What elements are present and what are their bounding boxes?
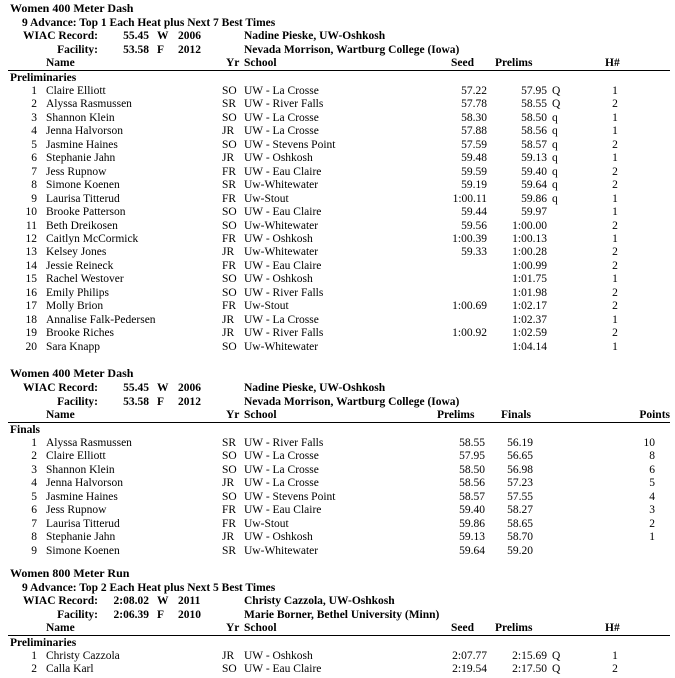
record-holder: Nadine Pieske, UW-Oshkosh	[244, 382, 386, 394]
qualifier-mark: Q	[552, 650, 561, 662]
place: 13	[25, 246, 37, 259]
prelims-time: 1:00.13	[512, 232, 547, 245]
finals-time: 58.70	[507, 531, 533, 544]
place: 15	[25, 273, 37, 286]
prelims-time: 58.57	[521, 138, 547, 151]
heat-number: 1	[612, 192, 618, 205]
qualifier-mark: q	[552, 192, 558, 205]
athlete-year: JR	[222, 313, 235, 326]
athlete-school: UW - River Falls	[244, 327, 324, 340]
place: 2	[31, 98, 37, 111]
athlete-name: Sara Knapp	[46, 340, 100, 353]
record-holder: Christy Cazzola, UW-Oshkosh	[244, 595, 395, 607]
prelims-time: 1:02.37	[512, 313, 547, 326]
athlete-year: FR	[222, 192, 237, 205]
qualifier-mark: q	[552, 165, 558, 178]
athlete-year: SO	[222, 85, 237, 97]
athlete-name: Simone Koenen	[46, 179, 120, 192]
prelims-time: 58.55	[521, 98, 547, 111]
athlete-year: SR	[222, 179, 237, 192]
athlete-year: JR	[222, 152, 235, 165]
athlete-year: SO	[222, 463, 237, 476]
separator-rule	[8, 635, 670, 636]
athlete-school: UW - Stevens Point	[244, 490, 336, 503]
place: 1	[31, 85, 37, 97]
event-title: Women 400 Meter Dash	[10, 366, 134, 380]
athlete-year: SO	[222, 450, 237, 463]
athlete-year: SO	[222, 340, 237, 353]
seed-time: 59.33	[461, 246, 487, 259]
athlete-name: Stephanie Jahn	[46, 531, 116, 544]
prelims-time: 57.95	[521, 85, 547, 97]
prelims-time: 58.55	[459, 437, 485, 449]
athlete-school: Uw-Stout	[244, 192, 289, 205]
qualifier-mark: Q	[552, 663, 561, 676]
prelims-time: 58.50	[459, 463, 485, 476]
col-header-finals: Finals	[501, 409, 532, 421]
seed-time: 59.44	[461, 206, 487, 219]
athlete-name: Shannon Klein	[46, 111, 115, 124]
athlete-name: Laurisa Titterud	[46, 517, 120, 530]
athlete-name: Jessie Reineck	[46, 259, 114, 272]
record-label: WIAC Record:	[22, 30, 98, 42]
record-year: 2011	[178, 595, 201, 607]
heat-number: 2	[612, 246, 618, 259]
place: 11	[25, 219, 37, 232]
prelims-time: 59.86	[521, 192, 547, 205]
record-holder: Marie Borner, Bethel University (Minn)	[244, 608, 440, 621]
athlete-name: Christy Cazzola	[46, 650, 120, 662]
prelims-time: 57.95	[459, 450, 485, 463]
athlete-name: Jenna Halvorson	[46, 477, 123, 490]
athlete-year: SO	[222, 206, 237, 219]
athlete-name: Brooke Riches	[46, 327, 115, 340]
qualifier-mark: q	[552, 152, 558, 165]
round-label: Preliminaries	[10, 72, 77, 84]
heat-number: 1	[612, 273, 618, 286]
record-type: W	[157, 595, 169, 607]
seed-time: 57.22	[461, 85, 487, 97]
athlete-school: UW - River Falls	[244, 286, 324, 299]
col-header-school: School	[244, 622, 277, 634]
finals-time: 58.27	[507, 504, 533, 517]
athlete-name: Brooke Patterson	[46, 206, 126, 219]
heat-number: 1	[612, 85, 618, 97]
place: 6	[31, 504, 37, 517]
col-header-prelims: Prelims	[437, 409, 475, 421]
place: 20	[25, 340, 37, 353]
athlete-school: UW - La Crosse	[244, 85, 319, 97]
athlete-name: Calla Karl	[46, 663, 94, 676]
athlete-school: UW - La Crosse	[244, 125, 319, 138]
record-time: 2:08.02	[113, 595, 149, 607]
prelims-time: 59.13	[521, 152, 547, 165]
prelims-time: 2:15.69	[512, 650, 547, 662]
athlete-name: Simone Koenen	[46, 544, 120, 557]
record-label: Facility:	[57, 608, 98, 621]
place: 4	[31, 477, 37, 490]
record-time: 2:06.39	[113, 608, 149, 621]
heat-number: 1	[612, 111, 618, 124]
record-time: 53.58	[123, 395, 149, 408]
prelims-time: 59.97	[521, 206, 547, 219]
col-header-school: School	[244, 57, 277, 69]
athlete-name: Annalise Falk-Pedersen	[46, 313, 156, 326]
points: 8	[649, 450, 655, 463]
record-type: F	[157, 395, 165, 408]
athlete-name: Rachel Westover	[46, 273, 124, 286]
record-label: Facility:	[57, 395, 98, 408]
event-title: Women 400 Meter Dash	[10, 1, 134, 15]
points: 5	[649, 477, 655, 490]
athlete-year: SR	[222, 544, 237, 557]
prelims-time: 58.56	[521, 125, 547, 138]
athlete-year: JR	[222, 477, 235, 490]
prelims-time: 59.40	[521, 165, 547, 178]
col-header-prelims: Prelims	[495, 57, 533, 69]
athlete-school: UW - Oshkosh	[244, 650, 313, 662]
round-label: Preliminaries	[10, 637, 77, 649]
col-header-yr: Yr	[226, 622, 240, 634]
athlete-year: FR	[222, 259, 237, 272]
place: 9	[31, 544, 37, 557]
prelims-time: 59.64	[459, 544, 485, 557]
record-type: W	[157, 30, 169, 42]
finals-time: 57.55	[507, 490, 533, 503]
finals-time: 58.65	[507, 517, 533, 530]
athlete-year: SO	[222, 286, 237, 299]
athlete-school: UW - La Crosse	[244, 313, 319, 326]
col-header-yr: Yr	[226, 57, 240, 69]
athlete-year: JR	[222, 531, 235, 544]
athlete-school: UW - Eau Claire	[244, 165, 322, 178]
place: 9	[31, 192, 37, 205]
prelims-time: 1:04.14	[512, 340, 547, 353]
prelims-time: 59.13	[459, 531, 485, 544]
athlete-name: Emily Philips	[46, 286, 109, 299]
place: 1	[31, 437, 37, 449]
advance-rule: 9 Advance: Top 1 Each Heat plus Next 7 Best Times	[22, 17, 276, 29]
athlete-school: Uw-Stout	[244, 517, 289, 530]
athlete-name: Beth Dreikosen	[46, 219, 118, 232]
athlete-year: FR	[222, 232, 237, 245]
points: 4	[649, 490, 655, 503]
record-year: 2006	[178, 382, 201, 394]
athlete-year: FR	[222, 165, 237, 178]
athlete-year: SO	[222, 663, 237, 676]
heat-number: 1	[612, 313, 618, 326]
seed-time: 58.30	[461, 111, 487, 124]
athlete-year: SO	[222, 111, 237, 124]
place: 7	[31, 517, 37, 530]
seed-time: 1:00.11	[452, 192, 487, 205]
prelims-time: 59.86	[459, 517, 485, 530]
col-header-name: Name	[46, 409, 75, 421]
seed-time: 59.19	[461, 179, 487, 192]
athlete-school: UW - Oshkosh	[244, 152, 313, 165]
record-year: 2012	[178, 395, 201, 408]
athlete-school: UW - Eau Claire	[244, 206, 322, 219]
heat-number: 1	[612, 206, 618, 219]
athlete-name: Jess Rupnow	[46, 504, 107, 517]
record-label: Facility:	[57, 43, 98, 56]
heat-number: 2	[612, 219, 618, 232]
athlete-school: UW - La Crosse	[244, 463, 319, 476]
athlete-school: Uw-Whitewater	[244, 246, 319, 259]
prelims-time: 59.40	[459, 504, 485, 517]
place: 19	[25, 327, 37, 340]
col-header-name: Name	[46, 622, 75, 634]
prelims-time: 58.57	[459, 490, 485, 503]
athlete-school: UW - La Crosse	[244, 477, 319, 490]
athlete-name: Molly Brion	[46, 300, 104, 313]
points: 1	[649, 531, 655, 544]
athlete-school: UW - Eau Claire	[244, 504, 322, 517]
col-header-heat: H#	[605, 57, 620, 69]
heat-number: 2	[612, 165, 618, 178]
heat-number: 1	[612, 340, 618, 353]
athlete-school: UW - Stevens Point	[244, 138, 336, 151]
athlete-name: Claire Elliott	[46, 85, 106, 97]
heat-number: 2	[612, 179, 618, 192]
seed-time: 2:07.77	[452, 650, 487, 662]
athlete-school: Uw-Whitewater	[244, 179, 319, 192]
athlete-name: Shannon Klein	[46, 463, 115, 476]
athlete-school: Uw-Whitewater	[244, 219, 319, 232]
heat-number: 1	[612, 125, 618, 138]
prelims-time: 58.50	[521, 111, 547, 124]
record-time: 53.58	[123, 43, 149, 56]
athlete-year: JR	[222, 246, 235, 259]
athlete-year: FR	[222, 517, 237, 530]
qualifier-mark: q	[552, 125, 558, 138]
seed-time: 57.88	[461, 125, 487, 138]
prelims-time: 58.56	[459, 477, 485, 490]
col-header-heat: H#	[605, 622, 620, 634]
athlete-year: SR	[222, 98, 237, 111]
seed-time: 2:19.54	[452, 663, 487, 676]
place: 1	[31, 650, 37, 662]
heat-number: 2	[612, 327, 618, 340]
athlete-school: Uw-Stout	[244, 300, 289, 313]
prelims-time: 1:00.28	[512, 246, 547, 259]
heat-number: 1	[612, 650, 618, 662]
place: 5	[31, 490, 37, 503]
qualifier-mark: q	[552, 111, 558, 124]
prelims-time: 1:01.75	[512, 273, 547, 286]
place: 2	[31, 450, 37, 463]
prelims-time: 2:17.50	[512, 663, 547, 676]
round-label: Finals	[10, 424, 41, 436]
record-label: WIAC Record:	[22, 595, 98, 607]
heat-number: 1	[612, 152, 618, 165]
athlete-year: JR	[222, 650, 235, 662]
athlete-school: UW - Oshkosh	[244, 531, 313, 544]
athlete-name: Alyssa Rasmussen	[46, 98, 132, 111]
athlete-school: UW - La Crosse	[244, 450, 319, 463]
place: 14	[25, 259, 37, 272]
heat-number: 2	[612, 259, 618, 272]
place: 4	[31, 125, 37, 138]
athlete-name: Jenna Halvorson	[46, 125, 123, 138]
athlete-name: Stephanie Jahn	[46, 152, 116, 165]
place: 8	[31, 531, 37, 544]
event-title: Women 800 Meter Run	[10, 566, 130, 580]
col-header-name: Name	[46, 57, 75, 69]
prelims-time: 1:02.17	[512, 300, 547, 313]
place: 17	[25, 300, 37, 313]
heat-number: 2	[612, 98, 618, 111]
points: 2	[649, 517, 655, 530]
athlete-name: Jasmine Haines	[46, 490, 118, 503]
col-header-points: Points	[639, 409, 670, 421]
heat-number: 2	[612, 138, 618, 151]
athlete-year: SO	[222, 490, 237, 503]
separator-rule	[8, 422, 670, 423]
place: 3	[31, 111, 37, 124]
finals-time: 57.23	[507, 477, 533, 490]
prelims-time: 1:00.99	[512, 259, 547, 272]
place: 16	[25, 286, 37, 299]
heat-number: 2	[612, 300, 618, 313]
col-header-yr: Yr	[226, 409, 240, 421]
place: 10	[25, 206, 37, 219]
prelims-time: 1:00.00	[512, 219, 547, 232]
prelims-time: 1:01.98	[512, 286, 547, 299]
heat-number: 2	[612, 663, 618, 676]
points: 6	[649, 463, 655, 476]
record-year: 2012	[178, 43, 201, 56]
athlete-name: Jess Rupnow	[46, 165, 107, 178]
points: 10	[643, 437, 655, 449]
record-type: F	[157, 608, 165, 621]
place: 3	[31, 463, 37, 476]
col-header-seed: Seed	[451, 57, 474, 69]
athlete-school: UW - River Falls	[244, 98, 324, 111]
col-header-school: School	[244, 409, 277, 421]
seed-time: 57.78	[461, 98, 487, 111]
athlete-name: Jasmine Haines	[46, 138, 118, 151]
seed-time: 1:00.92	[452, 327, 487, 340]
athlete-year: SR	[222, 437, 237, 449]
athlete-year: SO	[222, 273, 237, 286]
seed-time: 59.56	[461, 219, 487, 232]
place: 2	[31, 663, 37, 676]
record-holder: Nadine Pieske, UW-Oshkosh	[244, 30, 386, 42]
heat-number: 2	[612, 286, 618, 299]
record-type: F	[157, 43, 165, 56]
record-type: W	[157, 382, 169, 394]
athlete-name: Alyssa Rasmussen	[46, 437, 132, 449]
points: 3	[649, 504, 655, 517]
athlete-school: UW - River Falls	[244, 437, 324, 449]
seed-time: 59.48	[461, 152, 487, 165]
athlete-school: Uw-Whitewater	[244, 544, 319, 557]
qualifier-mark: q	[552, 138, 558, 151]
athlete-year: SO	[222, 138, 237, 151]
athlete-year: JR	[222, 125, 235, 138]
athlete-school: UW - La Crosse	[244, 111, 319, 124]
finals-time: 56.98	[507, 463, 533, 476]
athlete-school: UW - Oshkosh	[244, 273, 313, 286]
col-header-seed: Seed	[451, 622, 474, 634]
athlete-name: Laurisa Titterud	[46, 192, 120, 205]
record-label: WIAC Record:	[22, 382, 98, 394]
finals-time: 59.20	[507, 544, 533, 557]
record-time: 55.45	[123, 382, 149, 394]
finals-time: 56.19	[507, 437, 533, 449]
athlete-name: Claire Elliott	[46, 450, 106, 463]
heat-number: 1	[612, 232, 618, 245]
finals-time: 56.65	[507, 450, 533, 463]
athlete-name: Kelsey Jones	[46, 246, 107, 259]
place: 12	[25, 232, 37, 245]
qualifier-mark: Q	[552, 85, 561, 97]
athlete-year: JR	[222, 327, 235, 340]
athlete-name: Caitlyn McCormick	[46, 232, 139, 245]
prelims-time: 59.64	[521, 179, 547, 192]
athlete-school: UW - Eau Claire	[244, 259, 322, 272]
record-holder: Nevada Morrison, Wartburg College (Iowa)	[244, 395, 460, 408]
qualifier-mark: Q	[552, 98, 561, 111]
prelims-time: 1:02.59	[512, 327, 547, 340]
record-holder: Nevada Morrison, Wartburg College (Iowa)	[244, 43, 460, 56]
seed-time: 57.59	[461, 138, 487, 151]
place: 5	[31, 138, 37, 151]
record-year: 2010	[178, 608, 201, 621]
athlete-school: UW - Oshkosh	[244, 232, 313, 245]
seed-time: 1:00.69	[452, 300, 487, 313]
separator-rule	[8, 70, 670, 71]
record-time: 55.45	[123, 30, 149, 42]
qualifier-mark: q	[552, 179, 558, 192]
seed-time: 59.59	[461, 165, 487, 178]
place: 18	[25, 313, 37, 326]
seed-time: 1:00.39	[452, 232, 487, 245]
athlete-year: SO	[222, 219, 237, 232]
advance-rule: 9 Advance: Top 2 Each Heat plus Next 5 Best Times	[22, 582, 276, 594]
athlete-year: FR	[222, 504, 237, 517]
col-header-prelims: Prelims	[495, 622, 533, 634]
athlete-year: FR	[222, 300, 237, 313]
athlete-school: UW - Eau Claire	[244, 663, 322, 676]
place: 7	[31, 165, 37, 178]
place: 6	[31, 152, 37, 165]
record-year: 2006	[178, 30, 201, 42]
athlete-school: Uw-Whitewater	[244, 340, 319, 353]
place: 8	[31, 179, 37, 192]
